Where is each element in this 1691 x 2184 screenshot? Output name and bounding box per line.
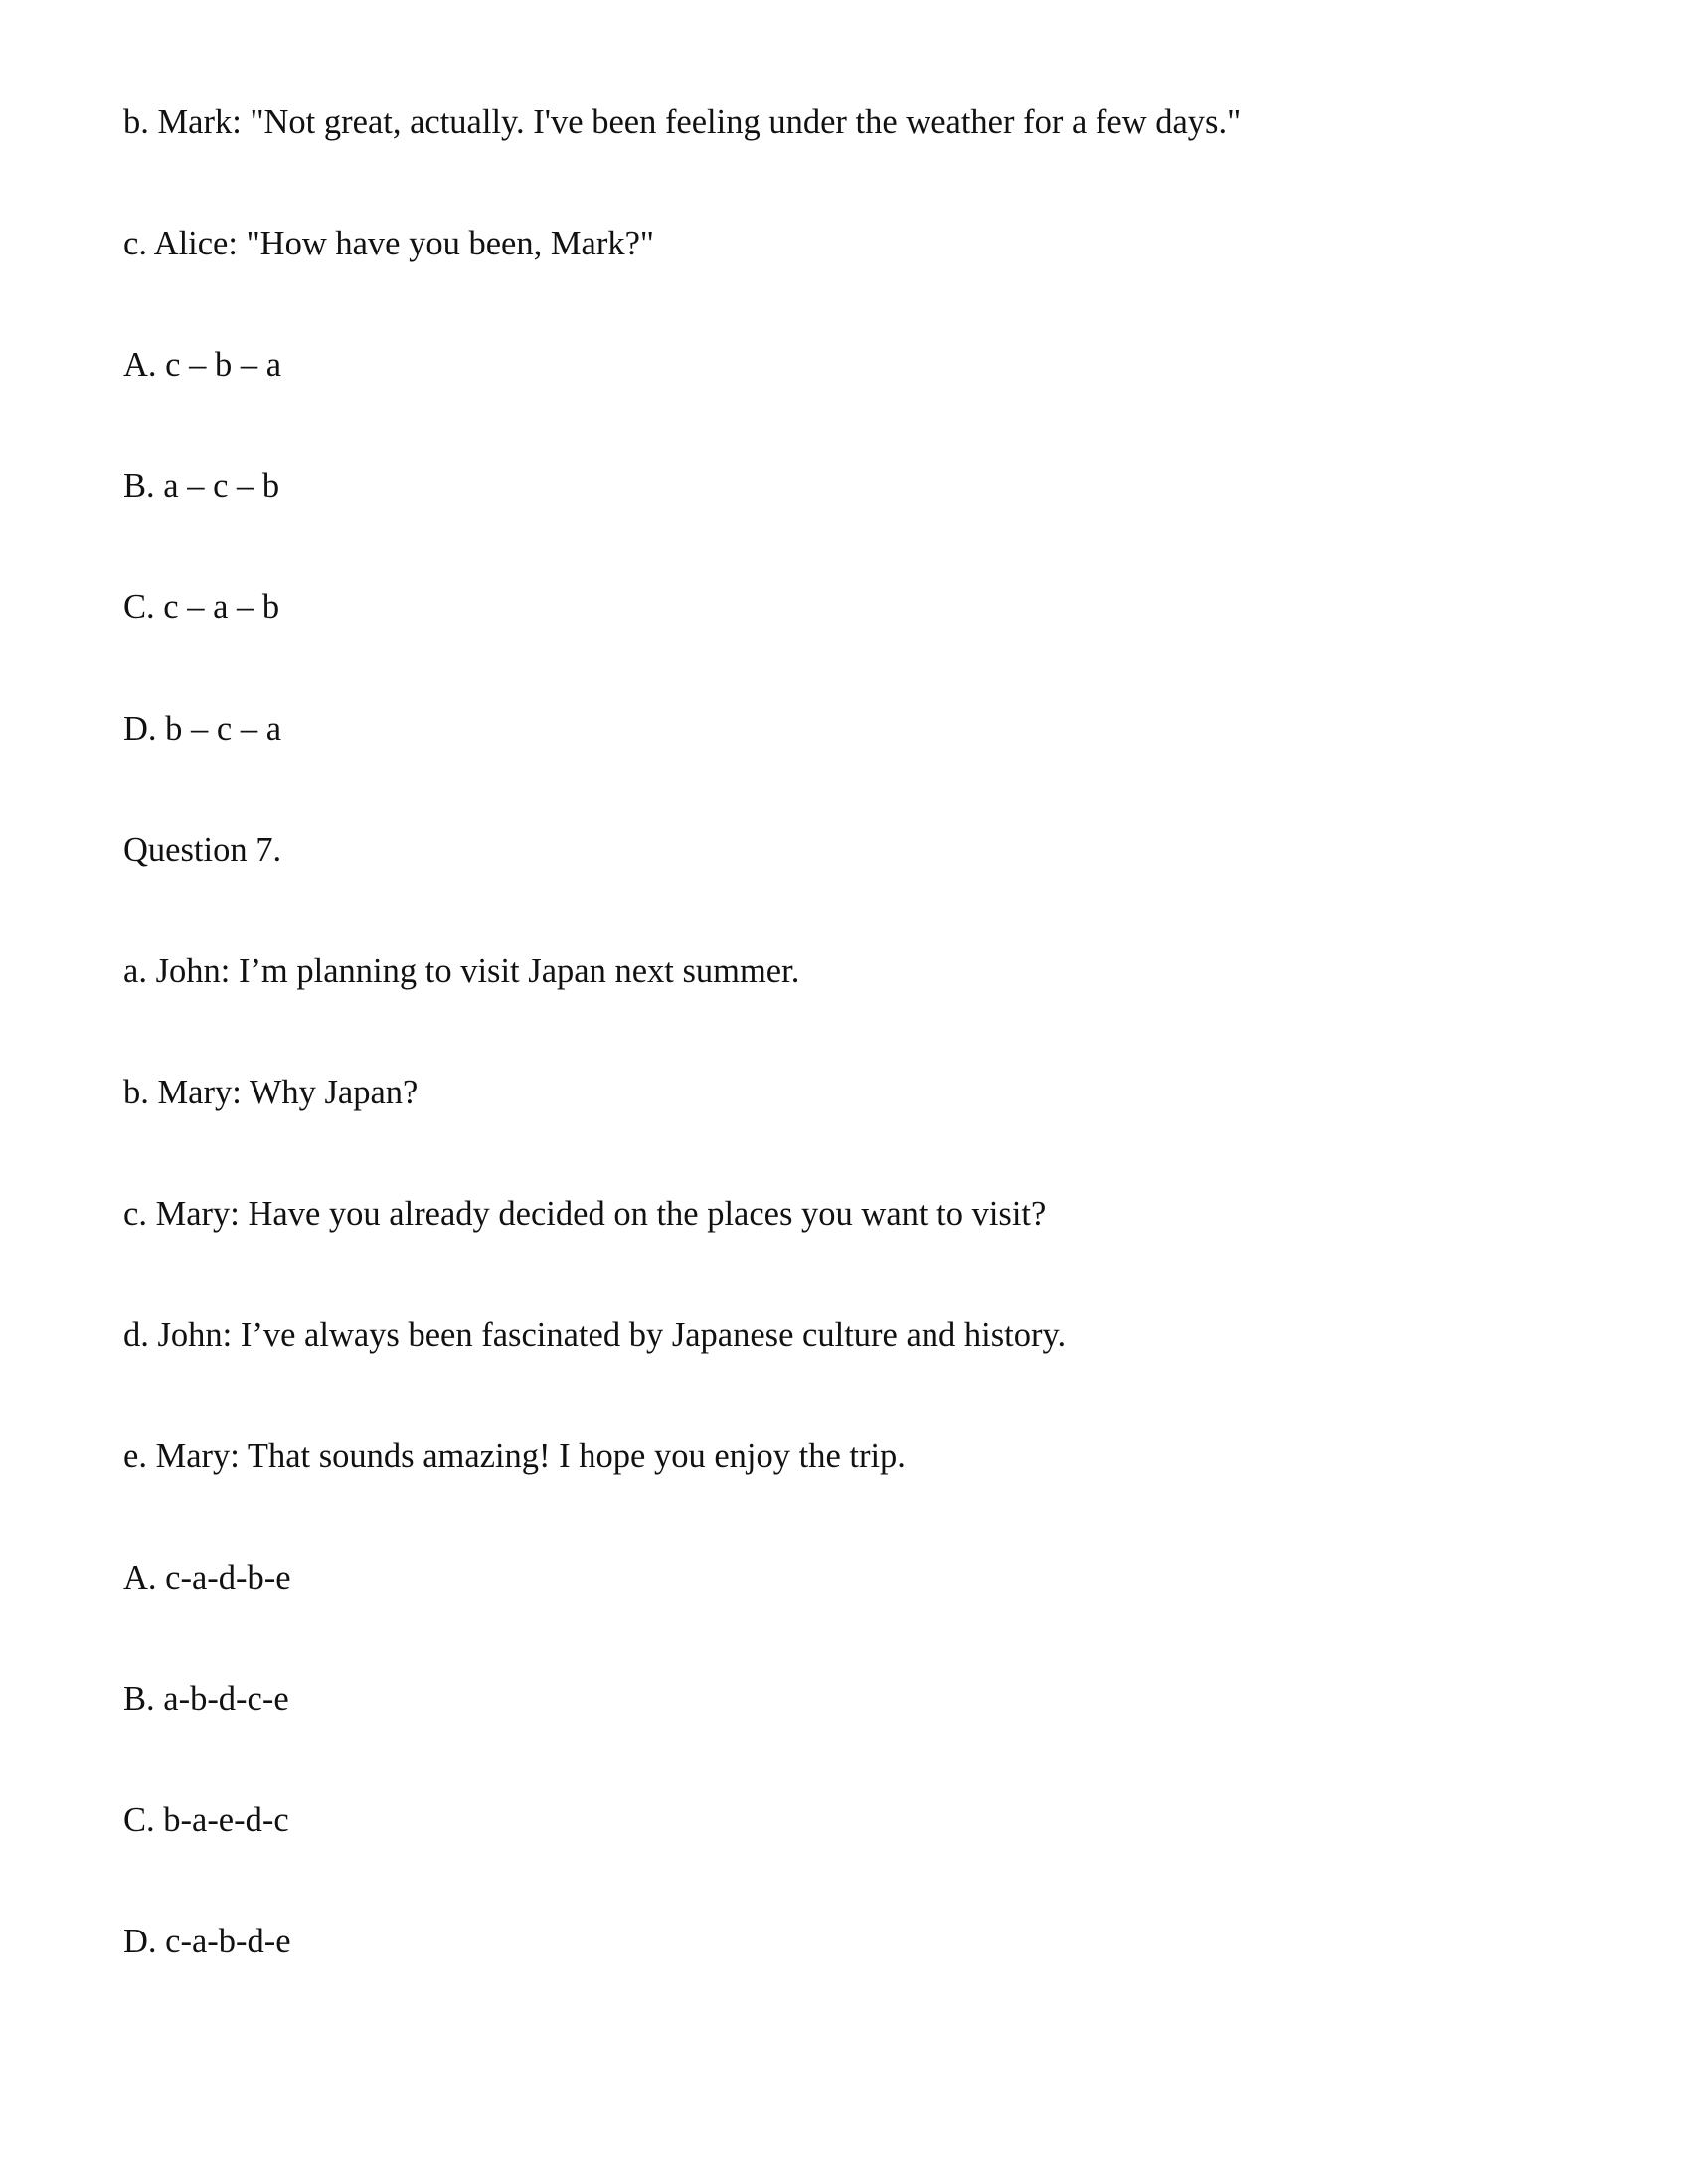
q6-dialogue-line-c: c. Alice: "How have you been, Mark?" [123,225,654,262]
q7-dialogue-line-b: b. Mary: Why Japan? [123,1074,419,1111]
q6-option-c: C. c – a – b [123,588,280,626]
q6-option-b: B. a – c – b [123,467,280,505]
q7-dialogue-line-d: d. John: I’ve always been fascinated by Japanese culture and history. [123,1316,1067,1354]
q6-option-d: D. b – c – a [123,710,282,748]
q6-option-a: A. c – b – a [123,346,282,384]
q7-option-b: B. a-b-d-c-e [123,1680,289,1718]
q7-dialogue-line-c: c. Mary: Have you already decided on the places you want to visit? [123,1195,1047,1233]
question-7-heading: Question 7. [123,831,282,869]
q7-option-a: A. c-a-d-b-e [123,1559,291,1596]
q7-dialogue-line-a: a. John: I’m planning to visit Japan next summer. [123,952,800,990]
q7-dialogue-line-e: e. Mary: That sounds amazing! I hope you enjoy the trip. [123,1437,906,1475]
q6-dialogue-line-b: b. Mark: "Not great, actually. I've been feeling under the weather for a few days." [123,103,1242,141]
q7-option-d: D. c-a-b-d-e [123,1923,291,1960]
q7-option-c: C. b-a-e-d-c [123,1801,289,1839]
